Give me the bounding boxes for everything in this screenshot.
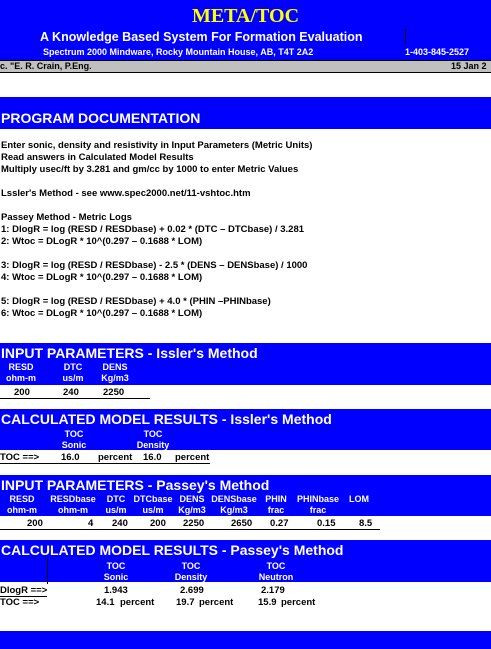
input-resd[interactable]: 200 xyxy=(14,387,30,398)
result-toc-density: 16.0 xyxy=(143,452,162,463)
col-sub-sonic: Sonic xyxy=(103,572,129,582)
date-text: 15 Jan 2 xyxy=(451,61,487,71)
result-dlogr-neutron: 2.179 xyxy=(261,585,285,596)
col-unit: Kg/m3 xyxy=(178,505,206,515)
passey-input-heading: INPUT PARAMETERS - Passey's Method xyxy=(1,477,270,493)
row-border xyxy=(0,398,150,399)
col-header-dens: DENS xyxy=(179,494,205,504)
phone-text: 1-403-845-2527 xyxy=(405,47,470,57)
doc-line: 1: DlogR = log (RESD / RESDbase) + 0.02 * (DTC – DTCbase) / 3.281 xyxy=(1,224,305,235)
docs-heading: PROGRAM DOCUMENTATION xyxy=(1,110,201,126)
doc-line: 4: Wtoc = DLogR * 10^(0.297 – 0.1688 * LOM) xyxy=(1,272,203,283)
app-title: META/TOC xyxy=(191,5,300,27)
result-dlogr-density: 2.699 xyxy=(180,585,204,596)
spacer-band xyxy=(0,97,491,107)
col-header-resd: RESD xyxy=(8,362,34,372)
row-label-toc: TOC ==> xyxy=(0,597,40,608)
copyright-text: c. "E. R. Crain, P.Eng. xyxy=(0,61,92,71)
row-label-dlogr: DlogR ==> xyxy=(0,585,48,596)
footer-band xyxy=(0,631,491,649)
result-toc-sonic: 14.1 xyxy=(96,597,115,608)
input-dens[interactable]: 2250 xyxy=(103,387,125,398)
col-sub-neutron: Neutron xyxy=(258,572,294,582)
row-label-toc: TOC ==> xyxy=(0,452,40,463)
col-unit: us/m xyxy=(105,505,127,515)
row-border xyxy=(0,529,380,530)
result-toc-neutron: 15.9 xyxy=(258,597,277,608)
unit-percent: percent xyxy=(199,597,234,608)
input-phin[interactable]: 0.27 xyxy=(270,518,289,529)
input-phinbase[interactable]: 0.15 xyxy=(317,518,336,529)
col-header-toc-neutron: TOC xyxy=(266,561,286,571)
col-header-lom: LOM xyxy=(349,494,369,504)
col-unit: ohm-m xyxy=(7,505,37,515)
col-header-densbase: DENSbase xyxy=(211,494,257,504)
doc-line: 5: DlogR = log (RESD / RESDbase) + 4.0 * (PHIN –PHINbase) xyxy=(1,296,271,307)
col-unit-dens: Kg/m3 xyxy=(101,373,129,383)
col-header-dens: DENS xyxy=(102,362,128,372)
col-header-toc-sonic: TOC xyxy=(64,429,84,439)
col-unit: ohm-m xyxy=(58,505,88,515)
doc-line: Read answers in Calculated Model Results xyxy=(1,152,194,163)
input-lom[interactable]: 8.5 xyxy=(359,518,373,529)
unit-percent: percent xyxy=(175,452,210,463)
address-text: Spectrum 2000 Mindware, Rocky Mountain House, AB, T4T 2A2 xyxy=(43,47,314,57)
col-header-dtcbase: DTCbase xyxy=(133,494,173,504)
cursor-line xyxy=(405,29,406,44)
issler-results-heading: CALCULATED MODEL RESULTS - Issler's Method xyxy=(1,411,332,427)
doc-line: Lssler's Method - see www.spec2000.net/11-vshtoc.htm xyxy=(1,188,251,199)
col-header-dtc: DTC xyxy=(106,494,126,504)
col-unit: frac xyxy=(267,505,285,515)
col-unit-dtc: us/m xyxy=(62,373,84,383)
cursor-line xyxy=(47,558,48,584)
input-dtc[interactable]: 240 xyxy=(112,518,128,529)
divider xyxy=(0,72,491,73)
input-resdbase[interactable]: 4 xyxy=(88,518,94,529)
input-dens[interactable]: 2250 xyxy=(183,518,205,529)
unit-percent: percent xyxy=(281,597,316,608)
col-unit: frac xyxy=(309,505,327,515)
row-border xyxy=(0,463,210,464)
doc-line: 6: Wtoc = DLogR * 10^(0.297 – 0.1688 * LOM) xyxy=(1,308,203,319)
doc-line: Passey Method - Metric Logs xyxy=(1,212,132,223)
issler-input-heading: INPUT PARAMETERS - Issler's Method xyxy=(1,345,258,361)
col-unit: Kg/m3 xyxy=(220,505,248,515)
col-header-dtc: DTC xyxy=(63,362,83,372)
passey-results-heading: CALCULATED MODEL RESULTS - Passey's Method xyxy=(1,542,344,558)
col-header-phin: PHIN xyxy=(265,494,287,504)
col-header-resd: RESD xyxy=(9,494,35,504)
input-dtc[interactable]: 240 xyxy=(63,387,79,398)
col-sub-sonic: Sonic xyxy=(61,440,87,450)
col-unit: us/m xyxy=(142,505,164,515)
col-header-resdbase: RESDbase xyxy=(50,494,96,504)
col-unit-resd: ohm-m xyxy=(6,373,36,383)
col-header-toc-density: TOC xyxy=(181,561,201,571)
input-densbase[interactable]: 2650 xyxy=(231,518,253,529)
doc-line: 3: DlogR = log (RESD / RESDbase) - 2.5 * (DENS – DENSbase) / 1000 xyxy=(1,260,308,271)
doc-line: Multiply usec/ft by 3.281 and gm/cc by 1000 to enter Metric Values xyxy=(1,164,299,175)
app-subtitle: A Knowledge Based System For Formation Evaluation xyxy=(40,30,363,44)
col-header-toc-density: TOC xyxy=(143,429,163,439)
result-toc-sonic: 16.0 xyxy=(61,452,80,463)
unit-percent: percent xyxy=(120,597,155,608)
col-sub-density: Density xyxy=(136,440,170,450)
col-header-toc-sonic: TOC xyxy=(106,561,126,571)
unit-percent: percent xyxy=(98,452,133,463)
col-header-phinbase: PHINbase xyxy=(296,494,340,504)
col-sub-density: Density xyxy=(174,572,208,582)
doc-line: Enter sonic, density and resistivity in Input Parameters (Metric Units) xyxy=(1,140,313,151)
result-toc-density: 19.7 xyxy=(176,597,195,608)
input-resd[interactable]: 200 xyxy=(27,518,43,529)
doc-line: 2: Wtoc = DLogR * 10^(0.297 – 0.1688 * LOM) xyxy=(1,236,203,247)
result-dlogr-sonic: 1.943 xyxy=(104,585,128,596)
input-dtcbase[interactable]: 200 xyxy=(150,518,166,529)
